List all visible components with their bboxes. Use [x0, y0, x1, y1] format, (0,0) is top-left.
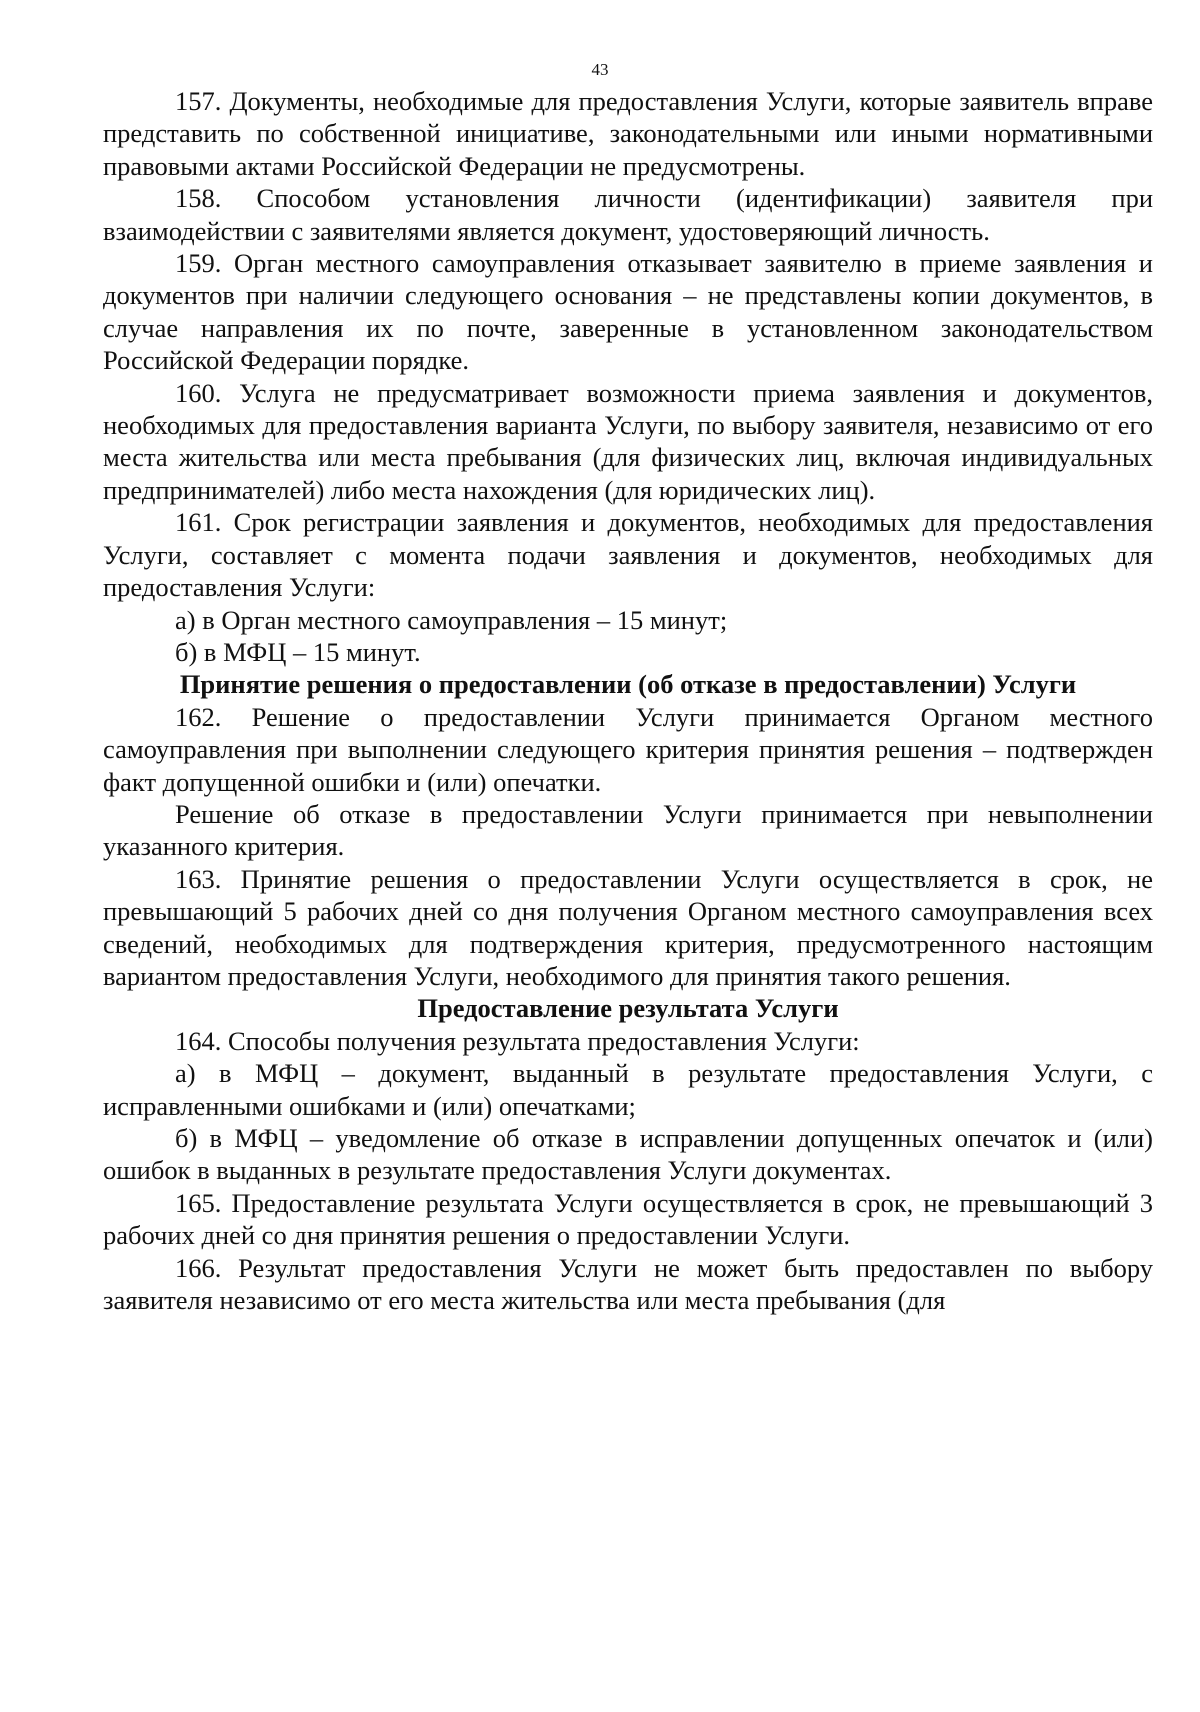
paragraph-163: 163. Принятие решения о предоставлении Услуги осуществляется в срок, не превышающий 5 рабочих дней со дня получения Органом местного самоуправления всех сведений, необходимых для подтверждения критерия, предусмотренного настоящим вариантом предоставления Услуги, необходимого для принятия такого решения. — [103, 863, 1153, 991]
paragraph-166: 166. Результат предоставления Услуги не может быть предоставлен по выбору заявителя независимо от его места жительства или места пребывания (для — [103, 1252, 1153, 1316]
paragraph-158: 158. Способом установления личности (идентификации) заявителя при взаимодействии с заявителями является документ, удостоверяющий личность. — [103, 183, 1153, 246]
paragraph-165: 165. Предоставление результата Услуги осуществляется в срок, не превышающий 3 рабочих дней со дня принятия решения о предоставлении Услуги. — [103, 1187, 1153, 1251]
section-heading-decision: Принятие решения о предоставлении (об отказе в предоставлении) Услуги — [179, 669, 1077, 700]
paragraph-159: 159. Орган местного самоуправления отказывает заявителю в приеме заявления и документов при наличии следующего основания – не представлены копии документов, в случае направления их по почте, заверенные в установленном законодательством Российской Федерации порядке. — [103, 248, 1153, 376]
page-number: 43 — [591, 60, 609, 79]
paragraph-164-b: б) в МФЦ – уведомление об отказе в исправлении допущенных опечаток и (или) ошибок в выданных в результате предоставления Услуги документах. — [103, 1123, 1153, 1186]
paragraph-161: 161. Срок регистрации заявления и документов, необходимых для предоставления Услуги, составляет с момента подачи заявления и документов, необходимых для предоставления Услуги: — [103, 507, 1153, 603]
paragraph-161-a: а) в Орган местного самоуправления – 15 минут; — [175, 604, 728, 635]
paragraph-162: 162. Решение о предоставлении Услуги принимается Органом местного самоуправления при выполнении следующего критерия принятия решения – подтвержден факт допущенной ошибки и (или) опечатки. — [103, 701, 1153, 797]
paragraph-157: 157. Документы, необходимые для предоставления Услуги, которые заявитель вправе представить по собственной инициативе, законодательными или иными нормативными правовыми актами Российской Федерации не предусмотрены. — [103, 86, 1153, 181]
paragraph-160: 160. Услуга не предусматривает возможности приема заявления и документов, необходимых для предоставления варианта Услуги, по выбору заявителя, независимо от его места жительства или места пребывания (для физических лиц, включая индивидуальных предпринимателей) либо места нахождения (для юридических лиц). — [103, 377, 1153, 505]
paragraph-161-b: б) в МФЦ – 15 минут. — [175, 636, 421, 667]
document-body — [103, 85, 1153, 1316]
paragraph-164: 164. Способы получения результата предоставления Услуги: — [175, 1025, 860, 1056]
paragraph-162-refusal: Решение об отказе в предоставлении Услуги принимается при невыполнении указанного критерия. — [103, 798, 1153, 862]
paragraph-164-a: а) в МФЦ – документ, выданный в результате предоставления Услуги, с исправленными ошибками и (или) опечатками; — [103, 1058, 1153, 1121]
section-heading-result: Предоставление результата Услуги — [417, 993, 839, 1024]
